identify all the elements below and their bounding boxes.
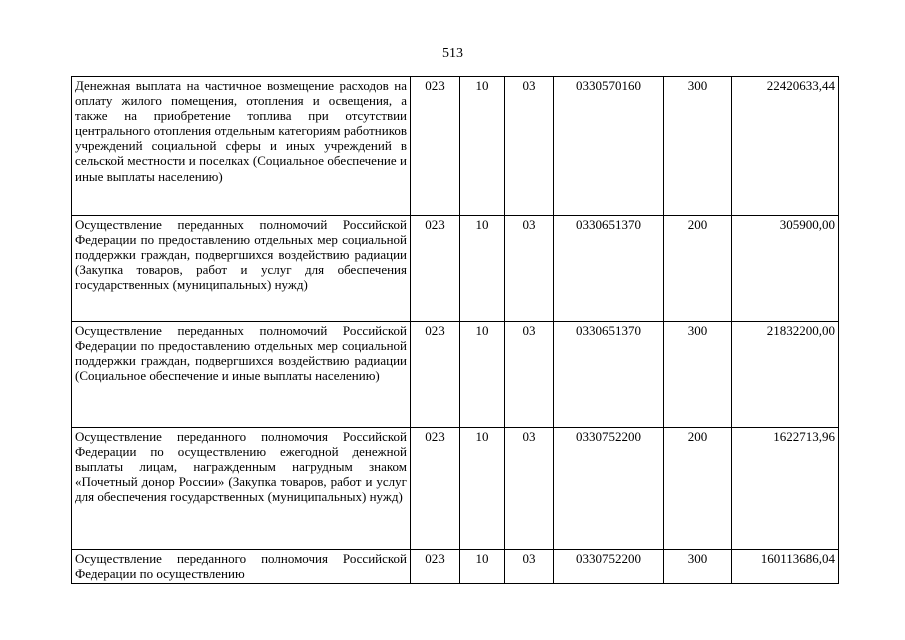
- target-article-code: 0330651370: [554, 322, 664, 428]
- table-row: [72, 428, 839, 550]
- expense-type-code: 300: [664, 322, 732, 428]
- table-row: [72, 322, 839, 428]
- row-description: Денежная выплата на частичное возмещение расходов на оплату жилого помещения, отопления и освещения, а также на приобретение топлива при отсутствии центрального отопления отдельным категориям работников учреждений социальной сферы и иных учреждений в сельской местности и поселках (Социальное обеспечение и иные выплаты населению): [72, 77, 411, 216]
- row-description: Осуществление переданных полномочий Российской Федерации по предоставлению отдельных мер социальной поддержки граждан, подвергшихся воздействию радиации (Закупка товаров, работ и услуг для обеспечения государственных (муниципальных) нужд): [72, 216, 411, 322]
- amount: 305900,00: [732, 216, 839, 322]
- section-code: 10: [460, 322, 505, 428]
- subsection-code: 03: [505, 77, 554, 216]
- target-article-code: 0330570160: [554, 77, 664, 216]
- dept-code: 023: [411, 550, 460, 584]
- table-row: [72, 77, 839, 216]
- target-article-code: 0330651370: [554, 216, 664, 322]
- row-description: Осуществление переданного полномочия Российской Федерации по осуществлению ежегодной денежной выплаты лицам, награжденным нагрудным знаком «Почетный донор России» (Закупка товаров, работ и услуг для обеспечения государственных (муниципальных) нужд): [72, 428, 411, 550]
- table-row: [72, 550, 839, 584]
- expense-type-code: 300: [664, 550, 732, 584]
- subsection-code: 03: [505, 216, 554, 322]
- dept-code: 023: [411, 216, 460, 322]
- dept-code: 023: [411, 428, 460, 550]
- section-code: 10: [460, 428, 505, 550]
- target-article-code: 0330752200: [554, 428, 664, 550]
- expense-type-code: 200: [664, 428, 732, 550]
- row-description: Осуществление переданного полномочия Российской Федерации по осуществлению: [72, 550, 411, 584]
- section-code: 10: [460, 216, 505, 322]
- amount: 160113686,04: [732, 550, 839, 584]
- target-article-code: 0330752200: [554, 550, 664, 584]
- amount: 1622713,96: [732, 428, 839, 550]
- dept-code: 023: [411, 77, 460, 216]
- amount: 21832200,00: [732, 322, 839, 428]
- table-row: [72, 216, 839, 322]
- dept-code: 023: [411, 322, 460, 428]
- page-number: 513: [442, 46, 463, 61]
- budget-table: [71, 76, 839, 584]
- expense-type-code: 300: [664, 77, 732, 216]
- expense-type-code: 200: [664, 216, 732, 322]
- row-description: Осуществление переданных полномочий Российской Федерации по предоставлению отдельных мер социальной поддержки граждан, подвергшихся воздействию радиации (Социальное обеспечение и иные выплаты населению): [72, 322, 411, 428]
- section-code: 10: [460, 77, 505, 216]
- section-code: 10: [460, 550, 505, 584]
- amount: 22420633,44: [732, 77, 839, 216]
- subsection-code: 03: [505, 322, 554, 428]
- subsection-code: 03: [505, 428, 554, 550]
- subsection-code: 03: [505, 550, 554, 584]
